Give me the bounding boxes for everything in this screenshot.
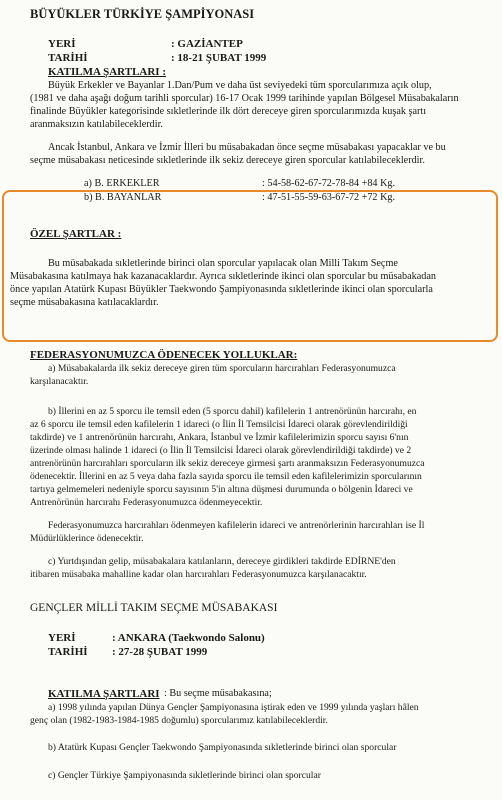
fees-b-line: takdirde) ve 1 antrenörünün harcırahı, Ankara, İstanbul ve İzmir kafilelerimizin sporcu sayısı 6'nın: [30, 432, 409, 443]
junior-conditions-heading: KATILMA ŞARTLARI: [48, 688, 160, 700]
junior-venue-label: YERİ: [48, 632, 76, 644]
junior-b-line: b) Atatürk Kupası Gençler Taekwondo Şampiyonasında sıkletlerinde birinci olan sporcular: [48, 742, 397, 753]
special-line: önce yapılan Atatürk Kupası Büyükler Taekwondo Şampiyonasında sıkletlerinde ikinci olan sporcularla: [10, 284, 433, 295]
junior-conditions-suffix: : Bu seçme müsabakasına;: [164, 688, 272, 699]
fees-a-line: karşılanacaktır.: [30, 376, 89, 387]
junior-date-label: TARİHİ: [48, 646, 88, 658]
special-line: seçme müsabakasına katılacaklardır.: [10, 297, 159, 308]
conditions-line: Büyük Erkekler ve Bayanlar 1.Dan/Pum ve daha üst seviyedeki tüm sporcularımıza açık olup,: [48, 80, 432, 91]
weights-value-women: : 47-51-55-59-63-67-72 +72 Kg.: [262, 192, 396, 203]
fees-b-line: ödenecektir. İllerini en az 5 veya daha fazla sayıda sporcu ile temsil eden kafilelerimizin sporcularının: [30, 471, 422, 482]
junior-a-line: a) 1998 yılında yapılan Dünya Gençler Şampiyonasına iştirak eden ve 1999 yılında yaşları hâlen: [48, 702, 419, 713]
fees-b-line: antrenörünün harcırahları sporcuların ilk sekiz dereceye girmesi şartı aranmaksızın Federasyonumuzca: [30, 458, 425, 469]
fees-heading: FEDERASYONUMUZCA ÖDENECEK YOLLUKLAR:: [30, 349, 298, 361]
special-line: Bu müsabakada sıkletlerinde birinci olan sporcular yapılacak olan Milli Takım Seçme: [48, 258, 398, 269]
conditions-line: finalinde Büyükler kategorisinde sıkletlerinde ilk dört dereceye giren sporcularımızda kuşak şartı: [30, 106, 427, 117]
fees-note-line: Müdürlüklerince ödenecektir.: [30, 533, 144, 544]
conditions-line: (1981 ve daha aşağı doğum tarihli sporcular) 16-17 Ocak 1999 tarihinde yapılan Bölgesel Müsabakaların: [30, 93, 459, 104]
date-value: : 18-21 ŞUBAT 1999: [171, 52, 267, 64]
fees-b-line: az 6 sporcu ile temsil eden kafilelerin 1 idareci (o İlin İl Temsilcisi İdareci olarak görevlendirildiği: [30, 419, 408, 430]
fees-b-line: Antrenörünün harcırahı Federasyonumuzca ödenmeyecektir.: [30, 497, 263, 508]
fees-note-line: Federasyonumuzca harcırahları ödenmeyen kafilelerin idareci ve antrenörlerinin harcırahları ise İl: [48, 520, 425, 531]
fees-c-line: itibaren müsabaka mahalline kadar olan harcırahları Federasyonumuzca karşılanacaktır.: [30, 569, 367, 580]
junior-venue-value: : ANKARA (Taekwondo Salonu): [112, 632, 265, 644]
fees-a-line: a) Müsabakalarda ilk sekiz dereceye giren tüm sporcuların harcırahları Federasyonumuzca: [48, 363, 396, 374]
junior-c-line: c) Gençler Türkiye Şampiyonasında sıkletlerinde birinci olan sporcular: [48, 770, 321, 781]
conditions-heading: KATILMA ŞARTLARI :: [48, 66, 166, 78]
weights-label-women: b) B. BAYANLAR: [84, 192, 162, 203]
selection-line: seçme müsabakası neticesinde sıkletlerinde ilk sekiz dereceye giren sporcular katılabileceklerdir.: [30, 155, 425, 166]
selection-line: Ancak İstanbul, Ankara ve İzmir İlleri bu müsabakadan önce seçme müsabakası yapacaklar ve bu: [48, 142, 446, 153]
weights-value-men: : 54-58-62-67-72-78-84 +84 Kg.: [262, 178, 396, 189]
fees-b-line: b) İllerini en az 5 sporcu ile temsil eden (5 sporcu dahil) kafilelerin 1 antrenörünün harcırahı, en: [48, 406, 417, 417]
junior-a-line: genç olan (1982-1983-1984-1985 doğumlu) sporcularımız katılabileceklerdir.: [30, 715, 328, 726]
fees-c-line: c) Yurtdışından gelip, müsabakalara katılanların, dereceye girdikleri takdirde EDİRNE'den: [48, 556, 396, 567]
page-title: BÜYÜKLER TÜRKİYE ŞAMPİYONASI: [30, 7, 255, 21]
venue-label: YERİ: [48, 38, 76, 50]
venue-value: : GAZİANTEP: [171, 38, 243, 50]
junior-title: GENÇLER MİLLİ TAKIM SEÇME MÜSABAKASI: [30, 602, 278, 614]
fees-b-line: üzerinde olması halinde 1 idareci (o İlin İl Temsilcisi İdareci olarak görevlendirildiği takdirde) ve 2: [30, 445, 412, 456]
special-heading: ÖZEL ŞARTLAR :: [30, 228, 122, 240]
conditions-line: aranmaksızın katılabileceklerdir.: [30, 119, 163, 130]
junior-date-value: : 27-28 ŞUBAT 1999: [112, 646, 208, 658]
date-label: TARİHİ: [48, 52, 88, 64]
fees-b-line: tartıya gelmemeleri nedeniyle sporcu sayısının 5'in altına düşmesi durumunda o bölgenin İdareci ve: [30, 484, 413, 495]
special-line: Müsabakasına katılmaya hak kazanacaklardır. Ayrıca sıkletlerinde ikinci olan sporcular bu müsabakadan: [10, 271, 436, 282]
weights-label-men: a) B. ERKEKLER: [84, 178, 160, 189]
